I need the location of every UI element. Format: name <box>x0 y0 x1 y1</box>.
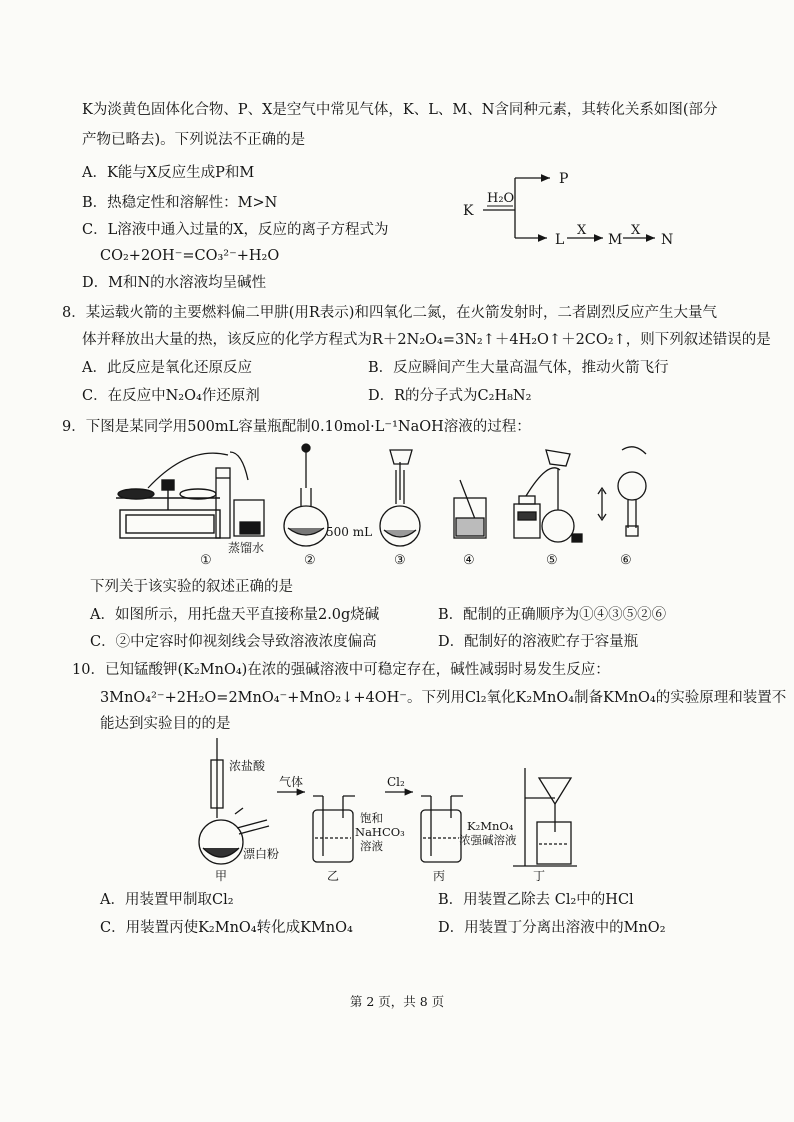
balance-icon <box>116 480 220 538</box>
q10-stem-line2: 3MnO₄²⁻+2H₂O=2MnO₄⁻+MnO₂↓+4OH⁻。下列用Cl₂氧化K₂MnO₄制备KMnO₄的实验原理和装置不 <box>100 690 787 706</box>
q9-option-a: A．如图所示，用托盘天平直接称量2.0g烧碱 <box>90 607 380 623</box>
q10-stem-line1: 10．已知锰酸钾(K₂MnO₄)在浓的强碱溶液中可稳定存在，碱性减弱时易发生反应： <box>72 662 610 678</box>
q8-stem-line1: 8．某运载火箭的主要燃料偏二甲肼(用R表示)和四氧化二氮，在火箭发射时，二者剧烈反应产生大量气 <box>62 305 717 321</box>
label-cl2: Cl₂ <box>387 775 405 789</box>
q7-stem-line1: K为淡黄色固体化合物、P、X是空气中常见气体，K、L、M、N含同种元素，其转化关系如图(部分 <box>82 102 718 118</box>
q7-option-a: A．K能与X反应生成P和M <box>82 165 255 181</box>
q7-conversion-diagram <box>455 160 685 255</box>
label-yi: 乙 <box>327 869 340 883</box>
q7-option-c: C．L溶液中通入过量的X，反应的离子方程式为 <box>82 222 389 238</box>
page-footer: 第 2 页，共 8 页 <box>349 994 445 1009</box>
diagram-N: N <box>661 232 674 248</box>
q9-option-b: B．配制的正确顺序为①④③⑤②⑥ <box>438 607 667 623</box>
q10-option-a: A．用装置甲制取Cl₂ <box>100 892 234 908</box>
label-bing: 丙 <box>433 869 446 883</box>
q10-option-c: C．用装置丙使K₂MnO₄转化成KMnO₄ <box>100 920 353 936</box>
apparatus-bing <box>421 796 463 862</box>
label-bleach: 漂白粉 <box>243 847 280 861</box>
label-gas: 气体 <box>279 775 304 789</box>
apparatus-yi <box>313 796 355 862</box>
label-k2mno4-2: 浓强碱溶液 <box>459 833 517 847</box>
q9-option-c: C．②中定容时仰视刻线会导致溶液浓度偏高 <box>90 634 377 650</box>
step-6: ⑥ <box>620 553 632 568</box>
q10-stem-line3: 能达到实验目的的是 <box>100 716 231 732</box>
step-1: ① <box>200 553 212 568</box>
q8-stem-line2: 体并释放出大量的热，该反应的化学方程式为R＋2N₂O₄=3N₂↑＋4H₂O↑＋2CO₂↑，则下列叙述错误的是 <box>82 332 771 348</box>
q9-procedure-figure <box>108 440 668 570</box>
q7-option-b: B．热稳定性和溶解性：M>N <box>82 195 278 211</box>
diagram-M: M <box>608 232 623 248</box>
apparatus-jia <box>199 738 269 864</box>
q8-option-c: C．在反应中N₂O₄作还原剂 <box>82 388 260 404</box>
q8-option-b: B．反应瞬间产生大量高温气体，推动火箭飞行 <box>368 360 669 376</box>
diagram-X2: X <box>631 223 641 238</box>
label-ding: 丁 <box>533 869 546 883</box>
q10-option-b: B．用装置乙除去 Cl₂中的HCl <box>438 892 634 908</box>
step-2: ② <box>304 553 316 568</box>
step-4: ④ <box>463 553 475 568</box>
q8-option-d: D．R的分子式为C₂H₈N₂ <box>368 388 532 404</box>
label-500ml: 500 mL <box>326 525 373 539</box>
q8-option-a: A．此反应是氧化还原反应 <box>82 360 252 376</box>
label-distilled-water: 蒸馏水 <box>228 541 265 555</box>
q7-option-d: D．M和N的水溶液均呈碱性 <box>82 275 267 291</box>
q10-option-d: D．用装置丁分离出溶液中的MnO₂ <box>438 920 666 936</box>
label-jia: 甲 <box>215 869 228 883</box>
q7-option-c-equation: CO₂+2OH⁻=CO₃²⁻+H₂O <box>100 248 280 264</box>
q9-option-d: D．配制好的溶液贮存于容量瓶 <box>438 634 639 650</box>
label-k2mno4-1: K₂MnO₄ <box>467 819 514 833</box>
diagram-H2O: H₂O <box>487 191 515 206</box>
q7-stem-line2: 产物已略去)。下列说法不正确的是 <box>82 132 306 148</box>
diagram-K: K <box>463 203 474 219</box>
q9-question: 下列关于该实验的叙述正确的是 <box>90 579 293 595</box>
label-hcl: 浓盐酸 <box>229 759 266 773</box>
step-3: ③ <box>394 553 406 568</box>
diagram-X1: X <box>577 223 587 238</box>
apparatus-ding <box>513 768 577 866</box>
q10-apparatus-figure <box>195 738 615 883</box>
diagram-P: P <box>559 171 569 187</box>
q9-stem: 9．下图是某同学用500mL容量瓶配制0.10mol·L⁻¹NaOH溶液的过程： <box>62 419 531 435</box>
step-5: ⑤ <box>546 553 558 568</box>
diagram-L: L <box>555 232 565 248</box>
label-nahco3-1: 饱和 <box>360 811 383 825</box>
label-nahco3-3: 溶液 <box>360 839 383 853</box>
label-nahco3-2: NaHCO₃ <box>355 825 405 839</box>
